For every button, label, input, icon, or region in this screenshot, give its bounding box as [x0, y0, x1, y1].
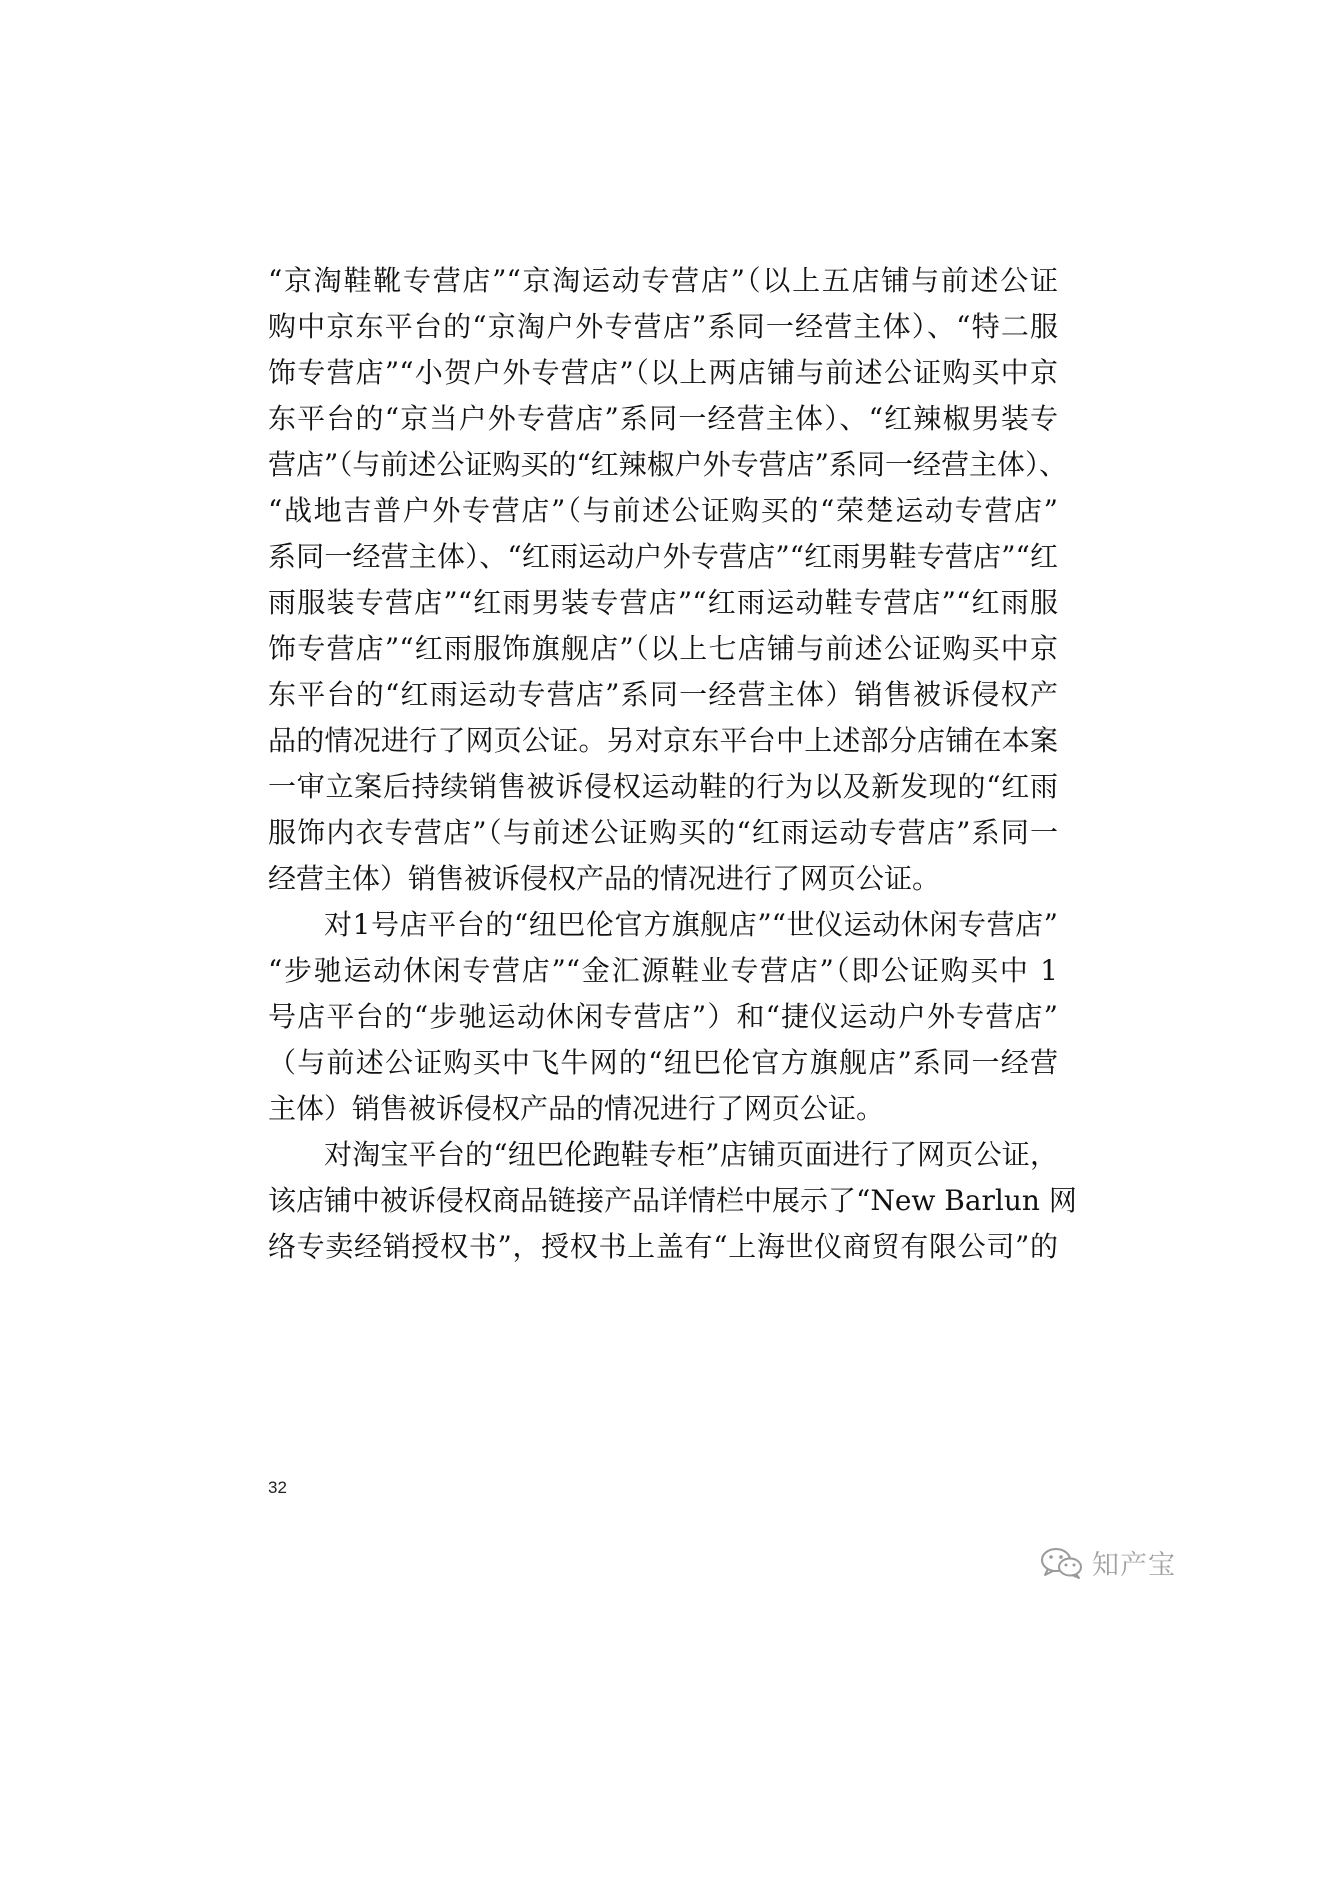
text-line: 主体）销售被诉侵权产品的情况进行了网页公证。	[268, 1092, 885, 1125]
text-line: 对1号店平台的“纽巴伦官方旗舰店”“世仪运动休闲专营店”	[324, 908, 1058, 941]
text-line: “战地吉普户外专营店”（与前述公证购买的“荣楚运动专营店”	[268, 494, 1058, 527]
text-line: “步驰运动休闲专营店”“金汇源鞋业专营店”（即公证购买中 1	[268, 954, 1058, 987]
text-line: 该店铺中被诉侵权商品链接产品详情栏中展示了“New Barlun 网	[268, 1184, 1077, 1217]
text-line: 络专卖经销授权书”，授权书上盖有“上海世仪商贸有限公司”的	[268, 1230, 1058, 1263]
text-line: 雨服装专营店”“红雨男装专营店”“红雨运动鞋专营店”“红雨服	[268, 586, 1058, 619]
text-line: “京淘鞋靴专营店”“京淘运动专营店”（以上五店铺与前述公证	[268, 264, 1058, 297]
text-line: 品的情况进行了网页公证。另对京东平台中上述部分店铺在本案	[268, 724, 1058, 757]
paragraph-2	[268, 902, 1058, 1132]
text-line: 东平台的“红雨运动专营店”系同一经营主体）销售被诉侵权产	[268, 678, 1058, 711]
page-number: 32	[268, 1478, 287, 1497]
text-line: 服饰内衣专营店”（与前述公证购买的“红雨运动专营店”系同一	[268, 816, 1058, 849]
watermark	[1040, 1543, 1176, 1582]
watermark-text: 知产宝	[1092, 1550, 1176, 1581]
paragraph-1	[268, 258, 1067, 902]
text-line: 饰专营店”“小贺户外专营店”（以上两店铺与前述公证购买中京	[268, 356, 1058, 389]
text-line: 对淘宝平台的“纽巴伦跑鞋专柜”店铺页面进行了网页公证，	[324, 1138, 1058, 1171]
text-line: 营店”（与前述公证购买的“红辣椒户外专营店”系同一经营主体）、	[268, 448, 1067, 481]
text-line: （与前述公证购买中飞牛网的“纽巴伦官方旗舰店”系同一经营	[268, 1046, 1058, 1079]
document-body	[268, 258, 1077, 1270]
text-line: 购中京东平台的“京淘户外专营店”系同一经营主体）、“特二服	[268, 310, 1058, 343]
text-line: 东平台的“京当户外专营店”系同一经营主体）、“红辣椒男装专	[268, 402, 1058, 435]
text-line: 饰专营店”“红雨服饰旗舰店”（以上七店铺与前述公证购买中京	[268, 632, 1058, 665]
text-line: 一审立案后持续销售被诉侵权运动鞋的行为以及新发现的“红雨	[268, 770, 1058, 803]
text-line: 系同一经营主体）、“红雨运动户外专营店”“红雨男鞋专营店”“红	[268, 540, 1058, 573]
text-line: 号店平台的“步驰运动休闲专营店”）和“捷仪运动户外专营店”	[268, 1000, 1058, 1033]
wechat-icon	[1040, 1546, 1084, 1580]
paragraph-3	[268, 1132, 1077, 1270]
text-line: 经营主体）销售被诉侵权产品的情况进行了网页公证。	[268, 862, 941, 895]
